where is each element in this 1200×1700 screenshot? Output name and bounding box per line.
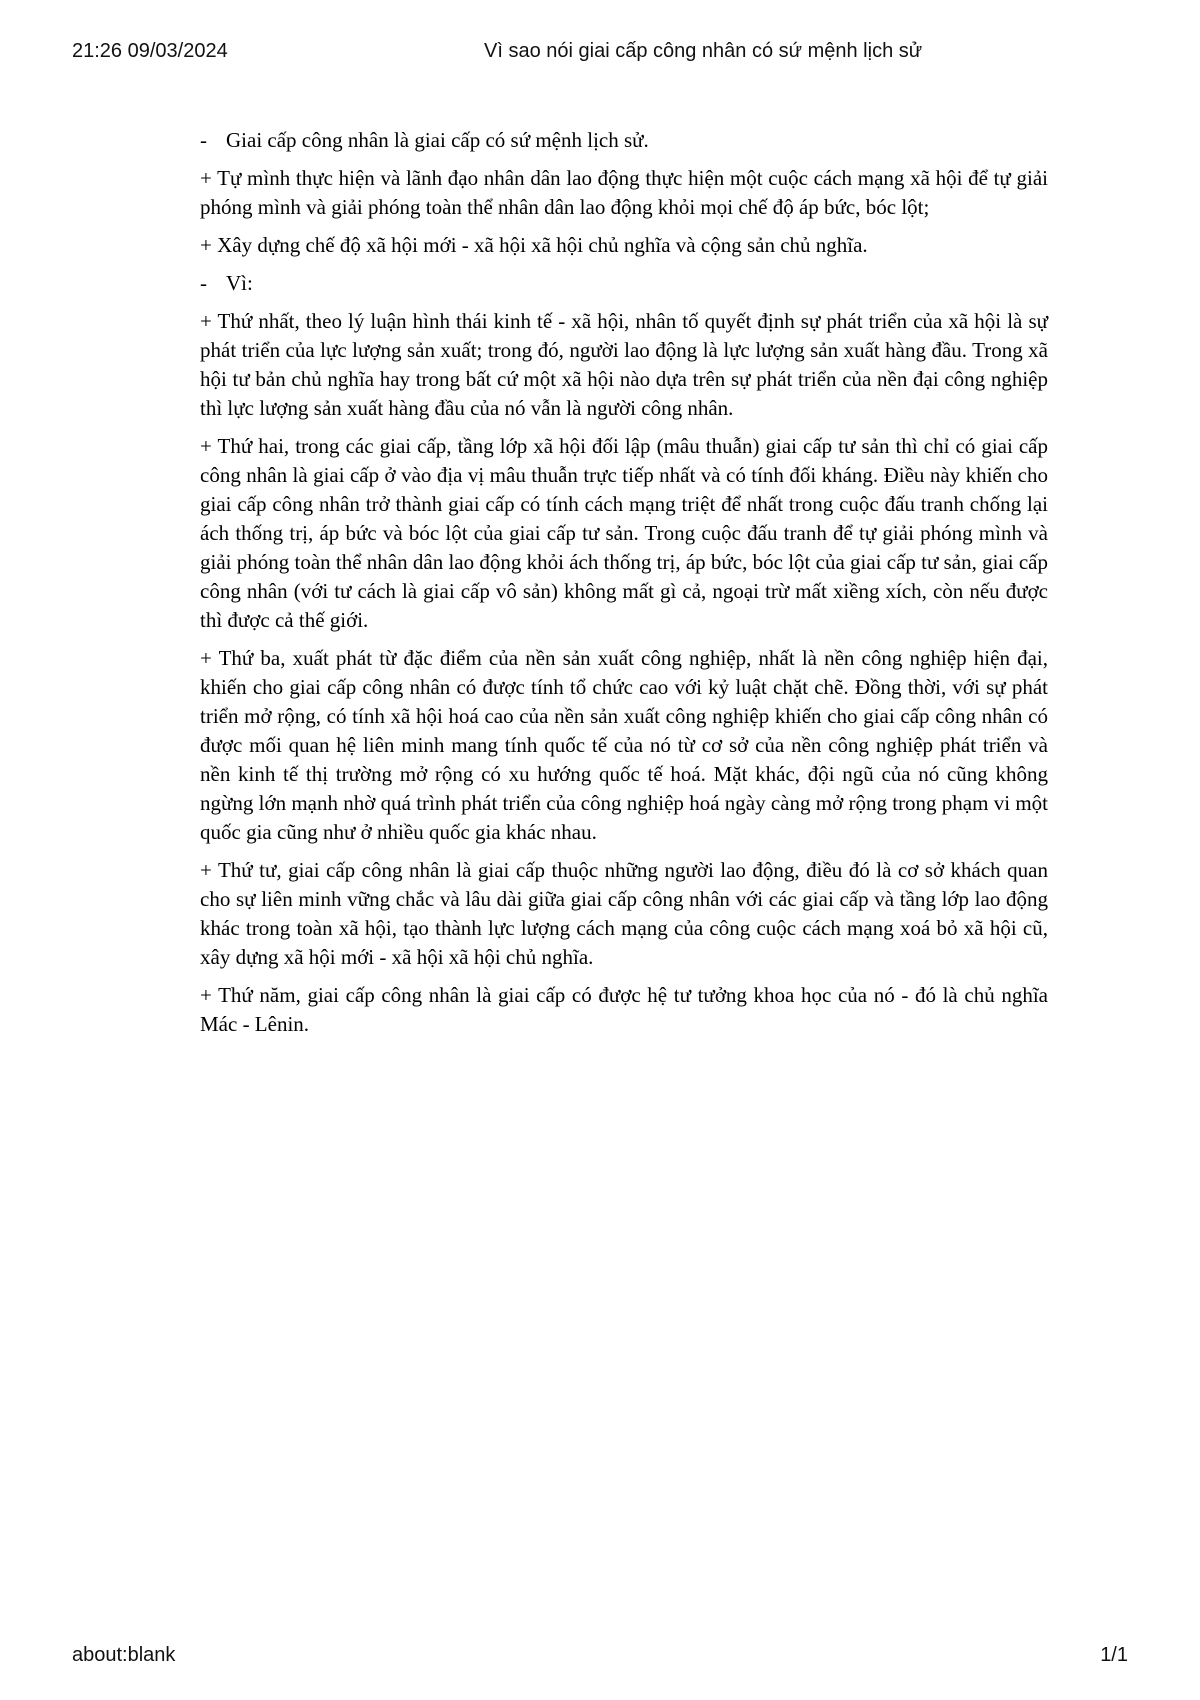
print-page-title: Vì sao nói giai cấp công nhân có sứ mệnh lịch sử xyxy=(484,40,923,62)
paragraph-mission xyxy=(200,126,1048,155)
page-number: 1/1 xyxy=(1100,1644,1128,1666)
paragraph-task-1: + Tự mình thực hiện và lãnh đạo nhân dân lao động thực hiện một cuộc cách mạng xã hội để tự giải phóng mình và giải phóng toàn thể nhân dân lao động khỏi mọi chế độ áp bức, bóc lột; xyxy=(200,166,1048,219)
paragraph-reason-3: + Thứ ba, xuất phát từ đặc điểm của nền sản xuất công nghiệp, nhất là nền công nghiệp hiện đại, khiến cho giai cấp công nhân có được tính tổ chức cao với kỷ luật chặt chẽ. Đồng thời, với sự phát triển mở rộng, có tính xã hội hoá cao của nền sản xuất công nghiệp khiến cho giai cấp công nhân có được mối quan hệ liên minh mang tính quốc tế của nó từ cơ sở của nền công nghiệp phát triển và nền kinh tế thị trường mở rộng có xu hướng quốc tế hoá. Mặt khác, đội ngũ của nó cũng không ngừng lớn mạnh nhờ quá trình phát triển của công nghiệp hoá ngày càng mở rộng trong phạm vi một quốc gia cũng như ở nhiều quốc gia khác nhau. xyxy=(200,646,1048,844)
paragraph-because-text: Vì: xyxy=(226,271,253,295)
dash-bullet: - xyxy=(200,128,207,152)
print-datetime: 21:26 09/03/2024 xyxy=(72,40,228,62)
paragraph-because xyxy=(200,269,1048,298)
paragraph-task-2: + Xây dựng chế độ xã hội mới - xã hội xã hội chủ nghĩa và cộng sản chủ nghĩa. xyxy=(200,233,868,257)
print-url: about:blank xyxy=(72,1644,176,1666)
paragraph-reason-4: + Thứ tư, giai cấp công nhân là giai cấp thuộc những người lao động, điều đó là cơ sở khách quan cho sự liên minh vững chắc và lâu dài giữa giai cấp công nhân với các giai cấp và tầng lớp lao động khác trong toàn xã hội, tạo thành lực lượng cách mạng của công cuộc cách mạng xoá bỏ xã hội cũ, xây dựng xã hội mới - xã hội xã hội chủ nghĩa. xyxy=(200,858,1048,969)
print-header xyxy=(72,40,1128,70)
paragraph-mission-text: Giai cấp công nhân là giai cấp có sứ mệnh lịch sử. xyxy=(226,128,649,152)
print-footer xyxy=(72,1644,1128,1674)
paragraph-reason-5: + Thứ năm, giai cấp công nhân là giai cấp có được hệ tư tưởng khoa học của nó - đó là chủ nghĩa Mác - Lênin. xyxy=(200,983,1048,1036)
dash-bullet: - xyxy=(200,271,207,295)
paragraph-reason-2: + Thứ hai, trong các giai cấp, tầng lớp xã hội đối lập (mâu thuẫn) giai cấp tư sản thì chỉ có giai cấp công nhân là giai cấp ở vào địa vị mâu thuẫn trực tiếp nhất và có tính đối kháng. Điều này khiến cho giai cấp công nhân trở thành giai cấp có tính cách mạng triệt để nhất trong cuộc đấu tranh chống lại ách thống trị, áp bức và bóc lột của giai cấp tư sản. Trong cuộc đấu tranh để tự giải phóng mình và giải phóng toàn thể nhân dân lao động khỏi ách thống trị, áp bức, bóc lột của giai cấp tư sản, giai cấp công nhân (với tư cách là giai cấp vô sản) không mất gì cả, ngoại trừ mất xiềng xích, còn nếu được thì được cả thế giới. xyxy=(200,434,1048,632)
document-body xyxy=(200,126,1048,1048)
paragraph-reason-1: + Thứ nhất, theo lý luận hình thái kinh tế - xã hội, nhân tố quyết định sự phát triển của xã hội là sự phát triển của lực lượng sản xuất; trong đó, người lao động là lực lượng sản xuất hàng đầu. Trong xã hội tư bản chủ nghĩa hay trong bất cứ một xã hội nào dựa trên sự phát triển của nền đại công nghiệp thì lực lượng sản xuất hàng đầu của nó vẫn là người công nhân. xyxy=(200,309,1048,420)
